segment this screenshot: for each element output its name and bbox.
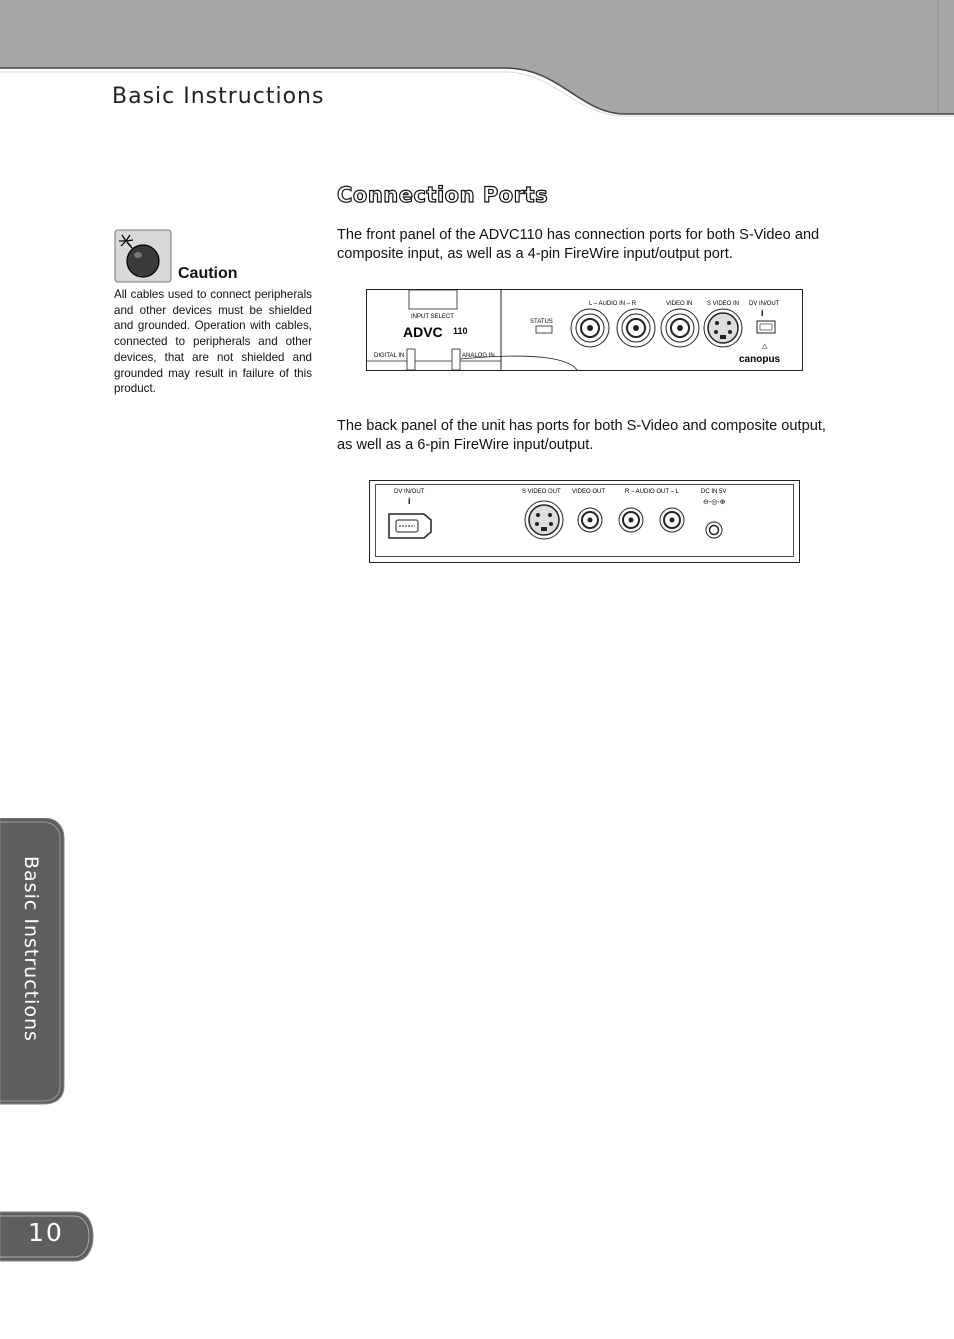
analog-in-label: ANALOG IN	[462, 353, 495, 359]
video-in-jack[interactable]	[661, 309, 699, 347]
video-in-label: VIDEO IN	[666, 301, 693, 307]
s-video-in-jack[interactable]	[704, 309, 742, 347]
back-dv-in-out-label: DV IN/OUT	[394, 489, 425, 495]
page-number: 10	[28, 1218, 64, 1247]
front-panel-description: The front panel of the ADVC110 has connection ports for both S-Video and composite input, as well as a 4-pin FireWire input/output port.	[337, 227, 820, 262]
advc-logo: ADVC	[403, 324, 443, 340]
advc-logo-number: 110	[453, 326, 468, 336]
digital-in-label: DIGITAL IN	[374, 353, 405, 359]
triangle-icon: △	[762, 343, 768, 350]
input-select-switch-digital[interactable]	[407, 349, 415, 370]
audio-in-left-jack[interactable]	[571, 309, 609, 347]
s-video-in-label: S VIDEO IN	[707, 301, 740, 307]
back-panel-description: The back panel of the unit has ports for both S-Video and composite output, as well as a 6-pin FireWire input/output.	[337, 418, 826, 453]
s-video-out-jack[interactable]	[525, 501, 563, 539]
side-tab-label: Basic Instructions	[20, 856, 42, 1042]
video-out-jack[interactable]	[578, 508, 602, 532]
dc-in-jack[interactable]	[706, 522, 722, 538]
audio-out-left-jack[interactable]	[660, 508, 684, 532]
front-panel-diagram	[366, 289, 803, 371]
firewire-icon: i	[761, 308, 764, 318]
caution-body: All cables used to connect peripherals and other devices must be shielded and grounded. Operation with cables, connected to peripherals and other devices, that are not shielded and grounded may result in failure of this product.	[114, 288, 312, 396]
back-panel-diagram	[369, 480, 800, 563]
input-select-label: INPUT SELECT	[411, 314, 454, 320]
input-select-switch-analog[interactable]	[452, 349, 460, 370]
header-title: Basic Instructions	[112, 84, 325, 109]
back-firewire-icon: i	[408, 496, 411, 506]
status-label: STATUS	[530, 319, 553, 325]
audio-in-right-jack[interactable]	[617, 309, 655, 347]
dc-in-label: DC IN 5V	[701, 489, 727, 495]
bomb-icon	[114, 229, 172, 283]
video-out-label: VIDEO OUT	[572, 489, 606, 495]
firewire-6pin-port[interactable]	[389, 514, 431, 538]
dv-in-out-label: DV IN/OUT	[749, 301, 780, 307]
caution-title: Caution	[178, 265, 238, 282]
section-title: Connection Ports	[337, 183, 549, 207]
audio-out-right-jack[interactable]	[619, 508, 643, 532]
dc-polarity-icon: ⊖-◎-⊕	[703, 499, 726, 506]
audio-out-label: R – AUDIO OUT – L	[625, 489, 679, 495]
audio-in-label: L – AUDIO IN – R	[589, 301, 637, 307]
s-video-out-label: S VIDEO OUT	[522, 489, 561, 495]
status-led	[536, 326, 552, 333]
canopus-logo: canopus	[739, 354, 781, 365]
